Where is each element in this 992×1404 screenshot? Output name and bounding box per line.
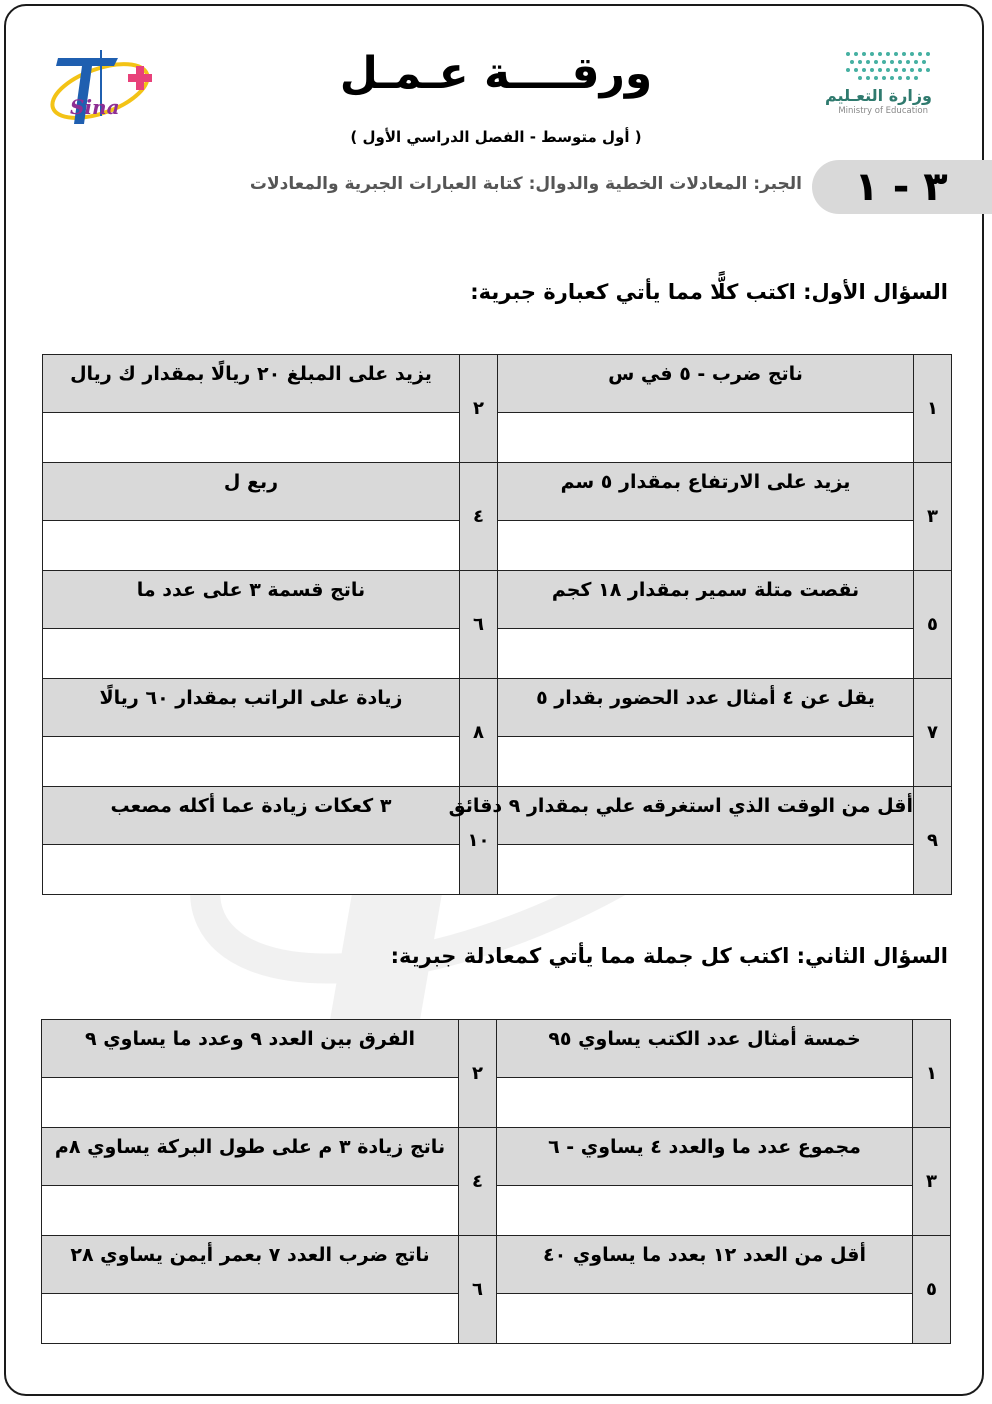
item-prompt: أقل من العدد ١٢ بعدد ما يساوي ٤٠ <box>497 1236 913 1294</box>
item-prompt: زيادة على الراتب بمقدار ٦٠ ريالًا <box>43 679 460 737</box>
answer-box[interactable] <box>497 1186 913 1236</box>
question-1-title: السؤال الأول: اكتب كلًّا مما يأتي كعبارة جبرية: <box>470 280 948 304</box>
ministry-name-english: Ministry of Education <box>838 106 928 116</box>
answer-box[interactable] <box>498 413 914 463</box>
answer-row <box>42 1294 951 1344</box>
table-row <box>42 1236 951 1294</box>
item-prompt: نقصت متلة سمير بمقدار ١٨ كجم <box>498 571 914 629</box>
answer-box[interactable] <box>42 1294 459 1344</box>
answer-box[interactable] <box>497 1294 913 1344</box>
answer-box[interactable] <box>498 521 914 571</box>
item-number: ٥ <box>913 1236 951 1344</box>
table-row <box>43 679 952 737</box>
answer-box[interactable] <box>43 413 460 463</box>
answer-box[interactable] <box>498 737 914 787</box>
answer-box[interactable] <box>43 737 460 787</box>
item-number: ٩ <box>914 787 952 895</box>
answer-box[interactable] <box>498 845 914 895</box>
item-prompt: ناتج ضرب العدد ٧ بعمر أيمن يساوي ٢٨ <box>42 1236 459 1294</box>
answer-box[interactable] <box>42 1186 459 1236</box>
answer-row <box>43 413 952 463</box>
question-2-table <box>41 1019 951 1344</box>
ministry-logo <box>790 44 950 120</box>
table-row <box>43 463 952 521</box>
item-prompt: ناتج زيادة ٣ م على طول البركة يساوي ٨م <box>42 1128 459 1186</box>
item-number: ١٠ <box>460 787 498 895</box>
answer-row <box>42 1078 951 1128</box>
item-prompt: ناتج ضرب - ٥ في س <box>498 355 914 413</box>
item-number: ٢ <box>459 1020 497 1128</box>
table-row <box>42 1020 951 1078</box>
item-number: ٦ <box>460 571 498 679</box>
item-number: ٥ <box>914 571 952 679</box>
answer-row <box>43 737 952 787</box>
sina-logo-text: Sina <box>70 95 120 119</box>
answer-box[interactable] <box>498 629 914 679</box>
table-row <box>42 1128 951 1186</box>
item-prompt: ٣ كعكات زيادة عما أكله مصعب <box>43 787 460 845</box>
item-prompt: يزيد على المبلغ ٢٠ ريالًا بمقدار ك ريال <box>43 355 460 413</box>
item-prompt: يزيد على الارتفاع بمقدار ٥ سم <box>498 463 914 521</box>
item-prompt: خمسة أمثال عدد الكتب يساوي ٩٥ <box>497 1020 913 1078</box>
item-number: ٣ <box>913 1128 951 1236</box>
answer-row <box>42 1186 951 1236</box>
item-number: ٧ <box>914 679 952 787</box>
answer-box[interactable] <box>43 845 460 895</box>
table-row <box>43 571 952 629</box>
item-number: ١ <box>913 1020 951 1128</box>
answer-box[interactable] <box>43 521 460 571</box>
table-row <box>43 355 952 413</box>
item-prompt: ناتج قسمة ٣ على عدد ما <box>43 571 460 629</box>
answer-box[interactable] <box>497 1078 913 1128</box>
answer-row <box>43 629 952 679</box>
lesson-title: الجبر: المعادلات الخطية والدوال: كتابة العبارات الجبرية والمعادلات <box>249 174 802 194</box>
answer-box[interactable] <box>43 629 460 679</box>
item-number: ٢ <box>460 355 498 463</box>
question-2-title: السؤال الثاني: اكتب كل جملة مما يأتي كمعادلة جبرية: <box>390 944 948 968</box>
table-row <box>43 787 952 845</box>
item-prompt: الفرق بين العدد ٩ وعدد ما يساوي ٩ <box>42 1020 459 1078</box>
page-title: ورقــــة عـمـل <box>339 48 653 99</box>
lesson-number: ٣ - ١ <box>854 164 948 210</box>
ministry-dots-icon <box>842 48 934 82</box>
question-1-table <box>42 354 952 895</box>
sina-logo <box>40 36 170 136</box>
item-prompt: مجموع عدد ما والعدد ٤ يساوي - ٦ <box>497 1128 913 1186</box>
item-number: ٤ <box>459 1128 497 1236</box>
item-number: ٦ <box>459 1236 497 1344</box>
item-number: ١ <box>914 355 952 463</box>
page-subtitle: ( أول متوسط - الفصل الدراسي الأول ) <box>350 128 642 146</box>
answer-row <box>43 845 952 895</box>
item-prompt: يقل عن ٤ أمثال عدد الحضور بقدار ٥ <box>498 679 914 737</box>
item-prompt: ربع ل <box>43 463 460 521</box>
ministry-name-arabic: وزارة التعـليم <box>825 86 932 105</box>
item-prompt: أقل من الوقت الذي استغرقه علي بمقدار ٩ دقائق <box>498 787 914 845</box>
item-number: ٨ <box>460 679 498 787</box>
item-number: ٣ <box>914 463 952 571</box>
answer-box[interactable] <box>42 1078 459 1128</box>
answer-row <box>43 521 952 571</box>
item-number: ٤ <box>460 463 498 571</box>
